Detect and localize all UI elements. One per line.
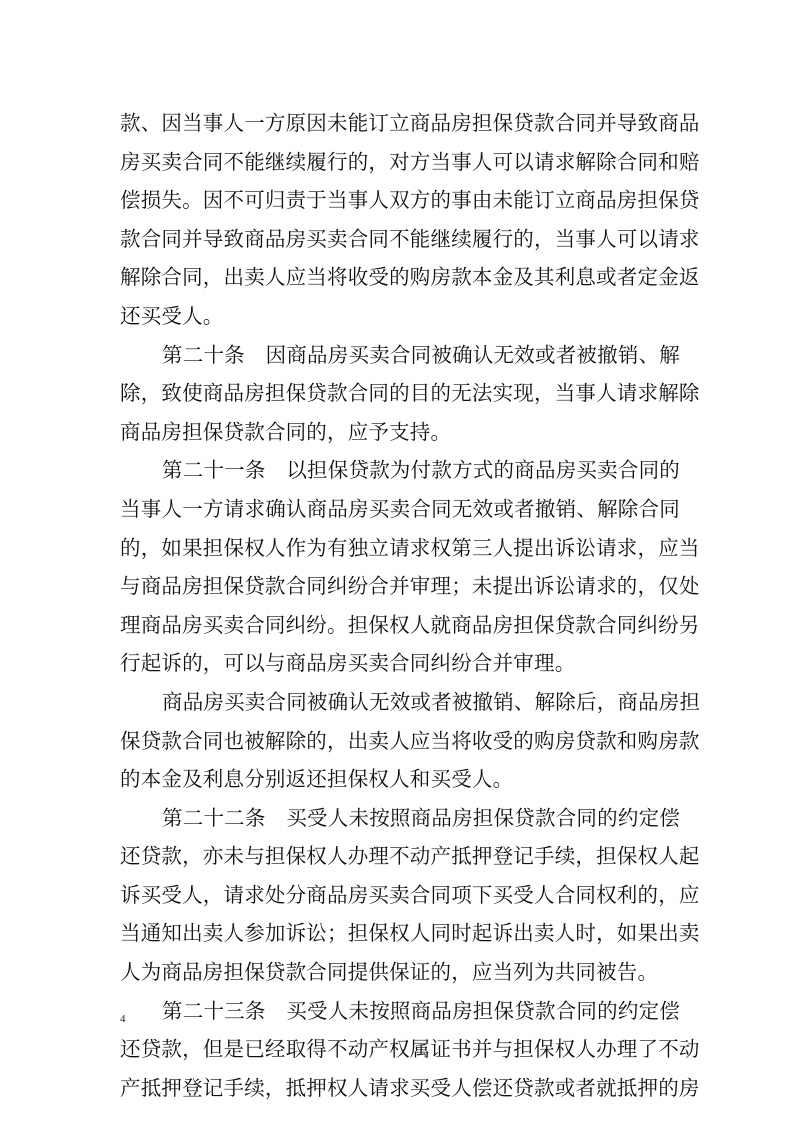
text-line: 解除合同，出卖人应当将收受的购房款本金及其利息或者定金返 [120, 265, 700, 290]
text-line: 当通知出卖人参加诉讼；担保权人同时起诉出卖人时，如果出卖 [120, 921, 700, 946]
text-line: 偿损失。因不可归责于当事人双方的事由未能订立商品房担保贷 [120, 188, 700, 213]
text-line: 理商品房买卖合同纠纷。担保权人就商品房担保贷款合同纠纷另 [120, 612, 700, 637]
body-text [120, 104, 701, 1107]
text-line: 商品房买卖合同被确认无效或者被撤销、解除后，商品房担 [162, 689, 701, 714]
text-line: 的本金及利息分别返还担保权人和买受人。 [120, 767, 514, 792]
text-line: 与商品房担保贷款合同纠纷合并审理；未提出诉讼请求的，仅处 [120, 574, 700, 599]
text-line: 房买卖合同不能继续履行的，对方当事人可以请求解除合同和赔 [120, 149, 700, 174]
text-line: 还贷款，亦未与担保权人办理不动产抵押登记手续，担保权人起 [120, 844, 700, 869]
text-line: 诉买受人，请求处分商品房买卖合同项下买受人合同权利的，应 [120, 882, 700, 907]
text-line: 第二十条 因商品房买卖合同被确认无效或者被撤销、解 [162, 342, 680, 367]
text-line: 当事人一方请求确认商品房买卖合同无效或者撤销、解除合同 [120, 496, 680, 521]
text-line: 第二十三条 买受人未按照商品房担保贷款合同的约定偿 [162, 998, 680, 1023]
text-line: 款合同并导致商品房买卖合同不能继续履行的，当事人可以请求 [120, 226, 700, 251]
page-number: 4 [120, 1013, 126, 1025]
text-line: 第二十一条 以担保贷款为付款方式的商品房买卖合同的 [162, 458, 680, 483]
text-line: 产抵押登记手续，抵押权人请求买受人偿还贷款或者就抵押的房 [120, 1075, 700, 1100]
text-line: 第二十二条 买受人未按照商品房担保贷款合同的约定偿 [162, 805, 680, 830]
text-line: 还买受人。 [120, 303, 224, 328]
text-line: 还贷款，但是已经取得不动产权属证书并与担保权人办理了不动 [120, 1037, 700, 1062]
text-line: 行起诉的，可以与商品房买卖合同纠纷合并审理。 [120, 651, 576, 676]
text-line: 除，致使商品房担保贷款合同的目的无法实现，当事人请求解除 [120, 381, 700, 406]
text-line: 的，如果担保权人作为有独立请求权第三人提出诉讼请求，应当 [120, 535, 700, 560]
text-line: 保贷款合同也被解除的，出卖人应当将收受的购房贷款和购房款 [120, 728, 700, 753]
text-line: 款、因当事人一方原因未能订立商品房担保贷款合同并导致商品 [120, 111, 700, 135]
text-line: 人为商品房担保贷款合同提供保证的，应当列为共同被告。 [120, 960, 659, 985]
text-line: 商品房担保贷款合同的，应予支持。 [120, 419, 452, 444]
